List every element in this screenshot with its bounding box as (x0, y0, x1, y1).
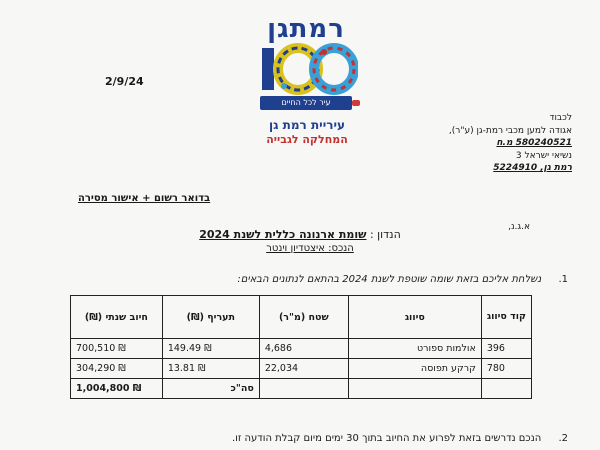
total-value: 1,004,800 ₪ (71, 379, 163, 399)
logo-tagline: עיר לכל החיים (260, 96, 352, 110)
recipient-line: 580240521 מ.ח (496, 138, 572, 148)
cell-empty (348, 379, 481, 399)
header-code: קוד סיווג (481, 296, 531, 339)
mail-type: בדואר רשום + אישור מסירה (78, 193, 211, 204)
subject-line (150, 228, 450, 241)
cell-area: 4,686 (259, 339, 348, 359)
paragraph-text: נשלחת אליכם בזאת שומה שוטפת לשנת 2024 בהתאם לנתונים הבאים: (237, 274, 542, 285)
header-annual: חיוב שנתי (₪) (71, 296, 163, 339)
asset-line: הנכס: איצטדיון וינטר (266, 243, 354, 254)
recipient-line: נשיאי ישראל 3 (515, 150, 572, 161)
cell-area: 22,034 (259, 359, 348, 379)
header-rate: תעריף (₪) (162, 296, 259, 339)
cell-rate: 13.81 ₪ (162, 359, 259, 379)
paragraph-2 (128, 433, 568, 444)
cell-empty (259, 379, 348, 399)
cell-classification: אולמות ספורט (348, 339, 481, 359)
greeting: א.ג.נ, (508, 222, 530, 232)
paragraph-number: 1. (558, 274, 568, 285)
recipient-line: רמת גן, 5224910 (493, 163, 572, 173)
header-area: שטח (מ"ר) (259, 296, 348, 339)
subject-label: הנדון : (369, 228, 401, 241)
subject-value: שומת ארנונה כללית לשנת 2024 (199, 228, 367, 241)
logo-100-graphic (254, 42, 358, 96)
cell-rate: 149.49 ₪ (162, 339, 259, 359)
table-row (71, 359, 532, 379)
cell-empty (481, 379, 531, 399)
letter-date: 2/9/24 (105, 75, 144, 88)
logo-title: רמתגן (267, 14, 345, 44)
paragraph-number: 2. (558, 433, 568, 444)
paragraph-1 (148, 274, 568, 285)
cell-code: 396 (481, 339, 531, 359)
table-row (71, 339, 532, 359)
paragraph-text: הנכם נדרשים בזאת לפרוע את החיוב בתוך 30 ימים מיום קבלת הודעה זו. (231, 433, 542, 444)
city-logo (250, 14, 360, 114)
total-label: סה"כ (162, 379, 259, 399)
table-total-row (71, 379, 532, 399)
city-name: עיריית רמת גן (269, 118, 345, 132)
table-header-row (71, 296, 532, 339)
cell-annual: 700,510 ₪ (71, 339, 163, 359)
recipient-line: אגודה למען מכבי רמת-גן (ע"ר), (448, 125, 572, 136)
cell-classification: קרקע תפוסה (348, 359, 481, 379)
recipient-address (342, 112, 572, 175)
cell-annual: 304,290 ₪ (71, 359, 163, 379)
cell-code: 780 (481, 359, 531, 379)
tax-table (70, 295, 532, 399)
recipient-line: לכבוד (549, 113, 572, 123)
department-name: המחלקה לגבייה (266, 133, 348, 146)
header-classification: סיווג (348, 296, 481, 339)
